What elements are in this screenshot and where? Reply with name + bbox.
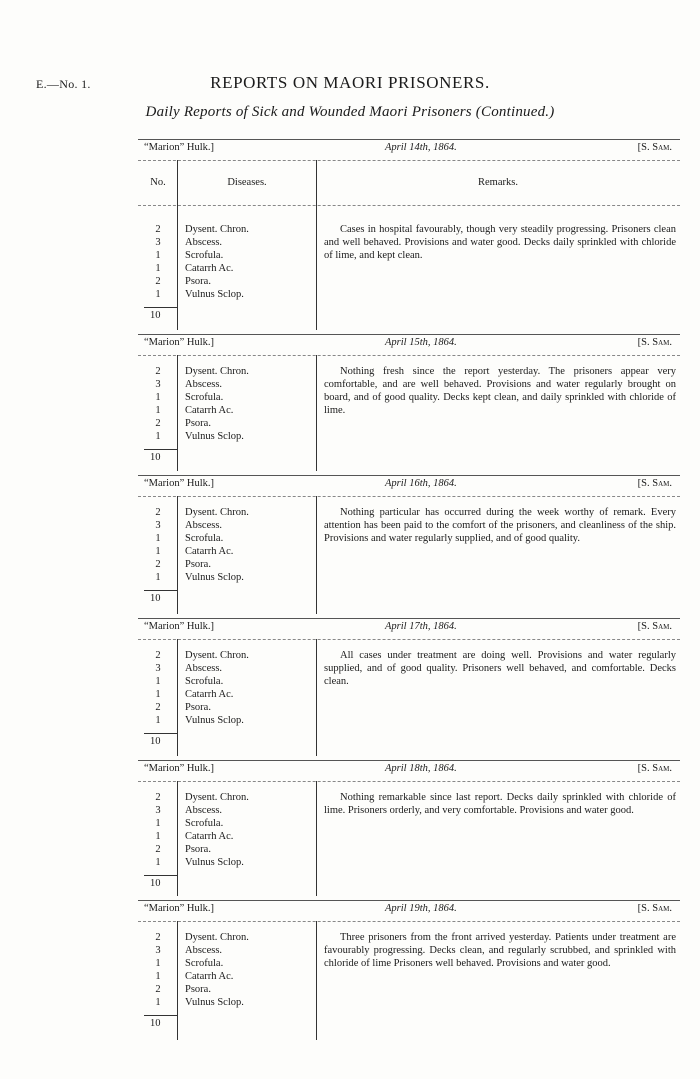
- column-rule: [316, 355, 317, 471]
- case-count: 2: [155, 276, 161, 287]
- page-title: REPORTS ON MAORI PRISONERS.: [210, 73, 490, 92]
- disease-name: Dysent. Chron.: [185, 650, 249, 661]
- disease-name: Psora.: [185, 418, 211, 429]
- report-header: [138, 142, 680, 158]
- total-rule: [144, 875, 177, 876]
- case-count: 1: [155, 971, 161, 982]
- case-count: 1: [155, 289, 161, 300]
- disease-name: Abscess.: [185, 379, 223, 390]
- case-count: 2: [155, 984, 161, 995]
- rule: [138, 139, 680, 140]
- column-heading-remarks: Remarks.: [478, 177, 518, 188]
- daily-report: [138, 475, 680, 618]
- disease-name: Catarrh Ac.: [185, 405, 234, 416]
- rule: [138, 781, 680, 782]
- disease-name: Scrofula.: [185, 250, 224, 261]
- case-count: 2: [155, 224, 161, 235]
- case-count: 3: [155, 945, 161, 956]
- disease-name: Catarrh Ac.: [185, 689, 234, 700]
- rule: [138, 334, 680, 335]
- disease-list: [185, 649, 249, 727]
- rule: [138, 921, 680, 922]
- disease-name: Vulnus Sclop.: [185, 431, 244, 442]
- case-count: 1: [155, 818, 161, 829]
- case-count: 1: [155, 533, 161, 544]
- case-total: 10: [150, 593, 161, 604]
- disease-name: Abscess.: [185, 663, 223, 674]
- rule: [138, 900, 680, 901]
- report-header: [138, 478, 680, 494]
- disease-name: Scrofula.: [185, 392, 224, 403]
- report-remark: Nothing remarkable since last report. Decks daily sprinkled with chloride of lime. Prisoners orderly, and very comfortable. Provisions and water good.: [324, 792, 676, 816]
- case-count: 1: [155, 689, 161, 700]
- case-count: 1: [155, 572, 161, 583]
- ship-name: “Marion” Hulk.]: [144, 142, 214, 153]
- case-count: 2: [155, 507, 161, 518]
- rule: [138, 475, 680, 476]
- disease-list: [185, 791, 249, 869]
- daily-report: [138, 139, 680, 334]
- case-count: 1: [155, 831, 161, 842]
- report-date: April 17th, 1864.: [385, 621, 457, 632]
- report-date: April 15th, 1864.: [385, 337, 457, 348]
- report-header: [138, 621, 680, 637]
- total-rule: [144, 1015, 177, 1016]
- report-remark: Cases in hospital favourably, though very steadily progressing. Prisoners clean and well behaved. Provisions and water good. Decks daily sprinkled with chloride of lime, and kept clean.: [324, 224, 676, 261]
- case-count: 2: [155, 650, 161, 661]
- disease-name: Scrofula.: [185, 958, 224, 969]
- signature: [S. Sam.: [637, 337, 672, 348]
- column-rule: [316, 639, 317, 756]
- disease-name: Abscess.: [185, 945, 223, 956]
- column-rule: [177, 160, 178, 330]
- report-header: [138, 763, 680, 779]
- ship-name: “Marion” Hulk.]: [144, 763, 214, 774]
- column-rule: [316, 921, 317, 1040]
- case-count: 1: [155, 546, 161, 557]
- disease-list: [185, 223, 249, 301]
- disease-name: Abscess.: [185, 237, 223, 248]
- total-rule: [144, 590, 177, 591]
- case-counts: [146, 649, 170, 727]
- column-rule: [177, 639, 178, 756]
- ship-name: “Marion” Hulk.]: [144, 621, 214, 632]
- rule: [138, 496, 680, 497]
- case-count: 2: [155, 559, 161, 570]
- case-count: 1: [155, 250, 161, 261]
- report-header: [138, 903, 680, 919]
- case-total: 10: [150, 878, 161, 889]
- disease-name: Dysent. Chron.: [185, 932, 249, 943]
- case-total: 10: [150, 452, 161, 463]
- disease-name: Vulnus Sclop.: [185, 997, 244, 1008]
- column-heading-no: No.: [150, 177, 166, 188]
- disease-name: Abscess.: [185, 805, 223, 816]
- case-count: 1: [155, 263, 161, 274]
- case-count: 2: [155, 702, 161, 713]
- ship-name: “Marion” Hulk.]: [144, 903, 214, 914]
- column-rule: [177, 355, 178, 471]
- disease-list: [185, 931, 249, 1009]
- case-counts: [146, 506, 170, 584]
- report-date: April 18th, 1864.: [385, 763, 457, 774]
- case-count: 2: [155, 844, 161, 855]
- case-count: 1: [155, 431, 161, 442]
- report-remark: All cases under treatment are doing well. Provisions and water regularly supplied, and of good quality. Prisoners well behaved, and comfortable. Decks clean.: [324, 650, 676, 687]
- case-total: 10: [150, 736, 161, 747]
- total-rule: [144, 733, 177, 734]
- report-remark: Nothing fresh since the report yesterday. The prisoners appear very comfortable, and are well behaved. Provisions and water regularly brought on board, and of good quality. Decks kept clean, and daily sprinkled with chloride of lime.: [324, 366, 676, 416]
- case-count: 1: [155, 715, 161, 726]
- disease-list: [185, 365, 249, 443]
- daily-report: [138, 334, 680, 475]
- disease-name: Catarrh Ac.: [185, 546, 234, 557]
- signature: [S. Sam.: [637, 478, 672, 489]
- page-subtitle: Daily Reports of Sick and Wounded Maori Prisoners (Continued.): [145, 104, 555, 120]
- disease-name: Psora.: [185, 559, 211, 570]
- disease-name: Catarrh Ac.: [185, 831, 234, 842]
- report-date: April 19th, 1864.: [385, 903, 457, 914]
- case-count: 2: [155, 792, 161, 803]
- case-counts: [146, 931, 170, 1009]
- disease-name: Abscess.: [185, 520, 223, 531]
- disease-name: Psora.: [185, 276, 211, 287]
- rule: [138, 618, 680, 619]
- case-count: 3: [155, 237, 161, 248]
- column-rule: [316, 496, 317, 614]
- case-count: 2: [155, 418, 161, 429]
- disease-name: Psora.: [185, 844, 211, 855]
- ship-name: “Marion” Hulk.]: [144, 337, 214, 348]
- daily-report: [138, 618, 680, 760]
- case-count: 1: [155, 958, 161, 969]
- disease-name: Scrofula.: [185, 818, 224, 829]
- signature: [S. Sam.: [637, 621, 672, 632]
- case-count: 1: [155, 405, 161, 416]
- case-total: 10: [150, 310, 161, 321]
- case-counts: [146, 791, 170, 869]
- disease-name: Psora.: [185, 702, 211, 713]
- column-rule: [177, 781, 178, 896]
- case-count: 2: [155, 366, 161, 377]
- column-rule: [316, 160, 317, 330]
- ship-name: “Marion” Hulk.]: [144, 478, 214, 489]
- report-date: April 16th, 1864.: [385, 478, 457, 489]
- daily-report: [138, 760, 680, 900]
- case-count: 1: [155, 392, 161, 403]
- disease-name: Scrofula.: [185, 676, 224, 687]
- column-rule: [316, 781, 317, 896]
- column-heading-diseases: Diseases.: [227, 177, 267, 188]
- total-rule: [144, 449, 177, 450]
- report-date: April 14th, 1864.: [385, 142, 457, 153]
- signature: [S. Sam.: [637, 142, 672, 153]
- report-remark: Three prisoners from the front arrived yesterday. Patients under treatment are favourably progressing. Decks clean, and regularly scrubbed, and sprinkled with chloride of lime Prisoners well behaved. Provisions and water good.: [324, 932, 676, 969]
- case-count: 1: [155, 676, 161, 687]
- case-count: 2: [155, 932, 161, 943]
- disease-name: Vulnus Sclop.: [185, 289, 244, 300]
- report-remark: Nothing particular has occurred during the week worthy of remark. Every attention has been paid to the comfort of the prisoners, and cleanliness of the ship. Provisions and water regularly supplied, and of good quality.: [324, 507, 676, 544]
- case-count: 3: [155, 379, 161, 390]
- disease-name: Vulnus Sclop.: [185, 715, 244, 726]
- rule: [138, 355, 680, 356]
- disease-name: Scrofula.: [185, 533, 224, 544]
- case-count: 1: [155, 857, 161, 868]
- case-counts: [146, 223, 170, 301]
- disease-name: Dysent. Chron.: [185, 224, 249, 235]
- rule: [138, 160, 680, 161]
- case-count: 3: [155, 805, 161, 816]
- report-header: [138, 337, 680, 353]
- rule: [138, 205, 680, 206]
- disease-name: Dysent. Chron.: [185, 792, 249, 803]
- signature: [S. Sam.: [637, 763, 672, 774]
- case-count: 3: [155, 663, 161, 674]
- column-rule: [177, 921, 178, 1040]
- disease-name: Vulnus Sclop.: [185, 857, 244, 868]
- disease-name: Catarrh Ac.: [185, 263, 234, 274]
- disease-list: [185, 506, 249, 584]
- signature: [S. Sam.: [637, 903, 672, 914]
- case-counts: [146, 365, 170, 443]
- page-reference: E.—No. 1.: [36, 77, 91, 91]
- rule: [138, 760, 680, 761]
- case-total: 10: [150, 1018, 161, 1029]
- disease-name: Catarrh Ac.: [185, 971, 234, 982]
- case-count: 1: [155, 997, 161, 1008]
- column-rule: [177, 496, 178, 614]
- rule: [138, 639, 680, 640]
- disease-name: Vulnus Sclop.: [185, 572, 244, 583]
- disease-name: Psora.: [185, 984, 211, 995]
- total-rule: [144, 307, 177, 308]
- daily-report: [138, 900, 680, 1044]
- disease-name: Dysent. Chron.: [185, 366, 249, 377]
- case-count: 3: [155, 520, 161, 531]
- disease-name: Dysent. Chron.: [185, 507, 249, 518]
